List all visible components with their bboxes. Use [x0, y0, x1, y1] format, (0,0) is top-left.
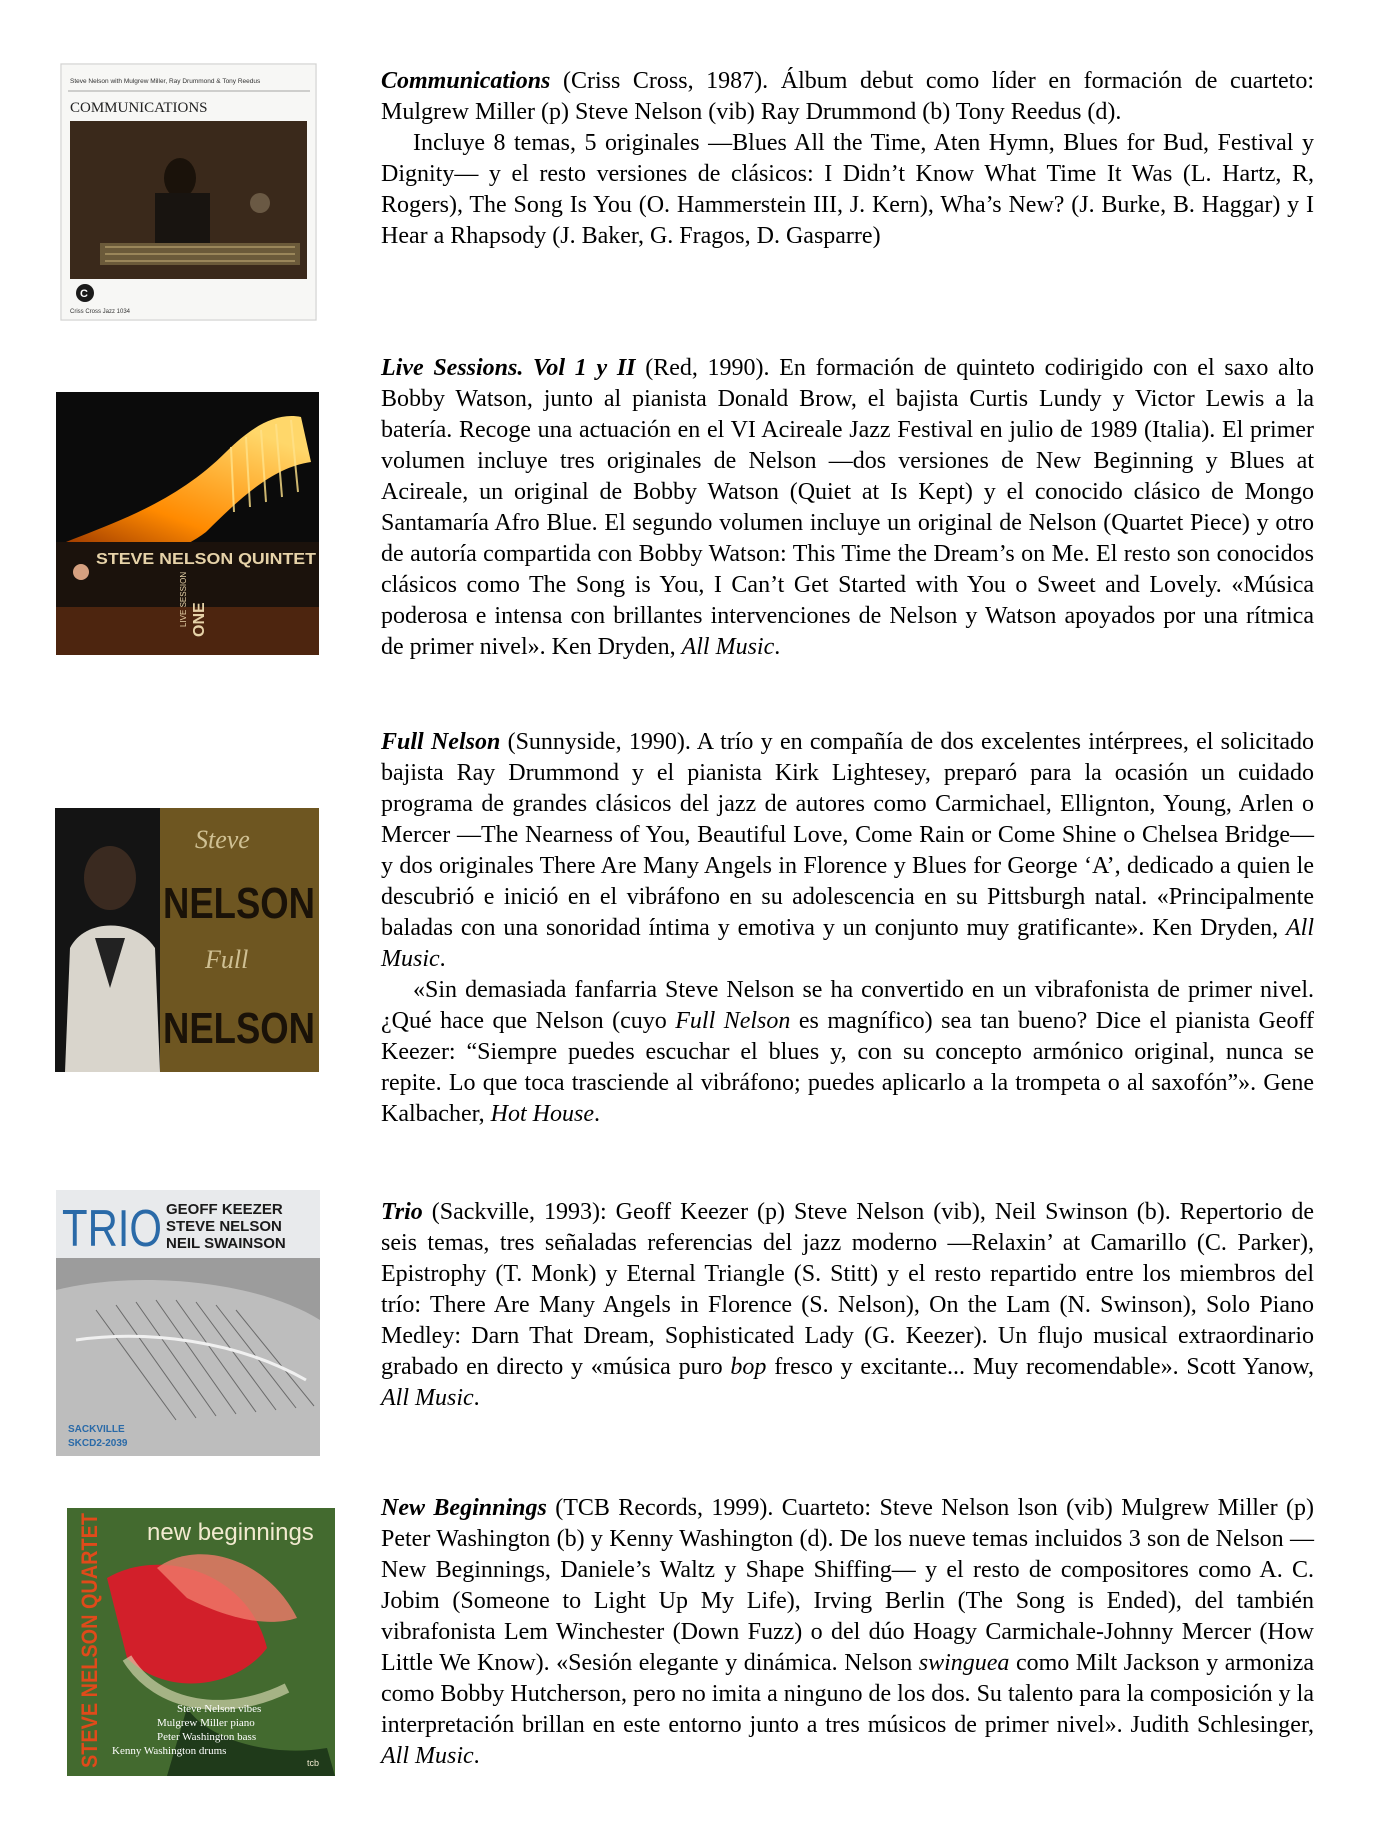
cover-script-top: Steve: [195, 825, 250, 854]
album-title: Full Nelson: [381, 729, 501, 755]
album-cover-new-beginnings: [67, 1485, 335, 1776]
cover-credit-4: Kenny Washington drums: [112, 1745, 227, 1757]
entry-paragraph: [381, 1197, 1314, 1414]
cover-band: STEVE NELSON QUARTET: [77, 1485, 102, 1768]
cover-label: SACKVILLE: [68, 1424, 125, 1435]
entry-paragraph: [381, 353, 1314, 663]
cover-catalog: Criss Cross Jazz 1034: [70, 309, 131, 315]
album-cover-trio: [56, 1190, 320, 1456]
cover-volume: ONE: [191, 602, 208, 637]
entry-end: .: [593, 1101, 600, 1127]
cover-word-2: NELSON: [163, 1004, 315, 1053]
cover-side-label: LIVE SESSION: [179, 571, 188, 627]
cover-credit-3: Peter Washington bass: [157, 1731, 257, 1743]
source-name: Hot House: [490, 1101, 594, 1127]
cover-band: STEVE NELSON QUINTET: [96, 551, 317, 568]
cover-credit-2: Mulgrew Miller piano: [157, 1717, 255, 1729]
entry-body: (Sunnyside, 1990). A trío y en compañía de dos excelentes intérprees, el solicitado bajista Ray Drummond y el pianista Kirk Lightesey, preparó para la ocasión un cuidado programa de grandes clásicos del jazz de autores como Carmichael, Ellignton, Young, Arlen o Mercer —The Nearness of You, Beautiful Love, Come Rain or Come Shine o Chelsea Bridge— y dos originales There Are Many Angels in Florence y Blues for George ‘A’, dedicado a quien le descubrió e inició en el vibráfono en su adolescencia en su Pittsburgh natal. «Principalmente baladas con una sonoridad íntima y emotiva y un conjunto muy gratificante». Ken Dryden,: [381, 729, 1314, 941]
source-name: All Music: [381, 1743, 474, 1769]
cover-label-mark: C: [80, 288, 88, 300]
album-cover-live-sessions: [56, 392, 319, 655]
entry-paragraph: [381, 1493, 1314, 1772]
quote-album-title: Full Nelson: [675, 1008, 791, 1034]
cover-name-2: STEVE NELSON: [166, 1218, 282, 1235]
cover-catalog: SKCD2-2039: [68, 1438, 128, 1449]
entry-new-beginnings: [381, 1493, 1314, 1772]
entry-end: .: [473, 1385, 480, 1411]
quote-part-2: es magnífico) sea tan bueno? Dice el pianista Geoff Keezer: “Siempre puedes escuchar el blues y, con su concepto armónico original, nunca se repite. Lo que toca trasciende al vibráfono; puedes aplicarlo a la trompeta o al saxofón”». Gene Kalbacher,: [381, 1008, 1314, 1127]
cover-name-1: GEOFF KEEZER: [166, 1201, 283, 1218]
entry-paragraph: [381, 727, 1314, 975]
cover-name-3: NEIL SWAINSON: [166, 1235, 286, 1252]
cover-title: COMMUNICATIONS: [70, 100, 208, 116]
entry-paragraph: [381, 66, 1314, 128]
entry-body: (Sackville, 1993): Geoff Keezer (p) Steve Nelson (vib), Neil Swinson (b). Repertorio de seis temas, tres señaladas referencias del jazz moderno —Relaxin’ at Camarillo (C. Parker), Epistrophy (T. Monk) y Eternal Triangle (S. Stitt) y el resto repartido entre los miembros del trío: There Are Many Angels in Florence (S. Nelson), On the Lam (N. Swinson), Solo Piano Medley: Darn That Dream, Sophisticated Lady (G. Keezer). Un flujo musical extraordinario grabado en directo y «música puro: [381, 1199, 1314, 1380]
cover-label: tcb: [307, 1758, 320, 1768]
entry-communications: [381, 66, 1314, 252]
source-name: All Music: [681, 634, 775, 660]
album-cover-full-nelson: [55, 808, 319, 1072]
entry-end: .: [473, 1743, 480, 1769]
album-title: New Beginnings: [381, 1495, 547, 1521]
emphasis-word: swinguea: [918, 1650, 1010, 1676]
entry-body: (Red, 1990). En formación de quinteto codirigido con el saxo alto Bobby Watson, junto al pianista Donald Brow, el bajista Curtis Lundy y Victor Lewis a la batería. Recoge una actuación en el VI Acireale Jazz Festival en julio de 1989 (Italia). El primer volumen incluye tres originales de Nelson —dos versiones de New Beginning y Blues at Acireale, un original de Bobby Watson (Quiet at Is Kept) y el conocido clásico de Mongo Santamaría Afro Blue. El segundo volumen incluye un original de Nelson (Quartet Piece) y otro de autoría compartida con Bobby Watson: This Time the Dream’s on Me. El resto son conocidos clásicos como The Song is You, I Can’t Get Started with You o Sweet and Lovely. «Música poderosa e intensa con brillantes intervenciones de Nelson y Watson apoyados por una rítmica de primer nivel». Ken Dryden,: [381, 355, 1314, 660]
album-title: Communications: [381, 68, 551, 94]
album-cover-communications: [60, 63, 317, 321]
entry-paragraph-2: Incluye 8 temas, 5 originales —Blues All the Time, Aten Hymn, Blues for Bud, Festival y Dignity— y el resto versiones de clásicos: I Didn’t Know What Time It Was (L. Hartz, R, Rogers), The Song Is You (O. Hammerstein III, J. Kern), Wha’s New? (J. Burke, B. Haggar) y I Hear a Rhapsody (J. Baker, G. Fragos, D. Gasparre): [381, 130, 1314, 249]
entry-paragraph-2: [381, 975, 1314, 1130]
entry-full-nelson: [381, 727, 1314, 1130]
cover-credit-line: Steve Nelson with Mulgrew Miller, Ray Drummond & Tony Reedus: [70, 78, 261, 85]
quote-part-1: «Sin demasiada fanfarria Steve Nelson se ha convertido en un vibrafonista de primer nivel. ¿Qué hace que Nelson (cuyo: [381, 977, 1314, 1034]
entry-body-2: como Milt Jackson y armoniza como Bobby Hutcherson, pero no imita a ninguno de los dos. Su talento para la composición y la interpretación brillan en este entorno junto a tres músicos de primer nivel». Judith Schlesinger,: [381, 1650, 1315, 1738]
cover-script-mid: Full: [205, 945, 249, 974]
album-title: Live Sessions. Vol 1 y II: [381, 355, 636, 381]
emphasis-word: bop: [730, 1354, 767, 1380]
cover-big-title: TRIO: [62, 1200, 162, 1258]
source-name: All Music: [381, 1385, 474, 1411]
entry-end: .: [439, 946, 446, 972]
entry-live-sessions: [381, 353, 1314, 663]
source-name: All Music: [381, 915, 1314, 972]
cover-word-1: NELSON: [163, 879, 315, 928]
album-title: Trio: [381, 1199, 423, 1225]
cover-title: new beginnings: [147, 1519, 314, 1546]
entry-trio: [381, 1197, 1314, 1414]
entry-body: (Criss Cross, 1987). Álbum debut como líder en formación de cuarteto: Mulgrew Miller (p) Steve Nelson (vib) Ray Drummond (b) Tony Reedus (d).: [381, 68, 1314, 125]
entry-end: .: [774, 634, 781, 660]
entry-body: (TCB Records, 1999). Cuarteto: Steve Nelson lson (vib) Mulgrew Miller (p) Peter Washington (b) y Kenny Washington (d). De los nueve temas incluidos 3 son de Nelson —New Beginnings, Daniele’s Waltz y Shape Shiffing— y el resto de compositores como A. C. Jobim (Someone to Light Up My Life), Irving Berlin (The Song is Ended), del también vibrafonista Lem Winchester (Down Fuzz) o del dúo Hoagy Carmichale-Johnny Mercer (How Little We Know). «Sesión elegante y dinámica. Nelson: [381, 1495, 1314, 1676]
entry-body-2: fresco y excitante... Muy recomendable». Scott Yanow,: [766, 1354, 1314, 1380]
cover-credit-1: Steve Nelson vibes: [177, 1703, 262, 1715]
